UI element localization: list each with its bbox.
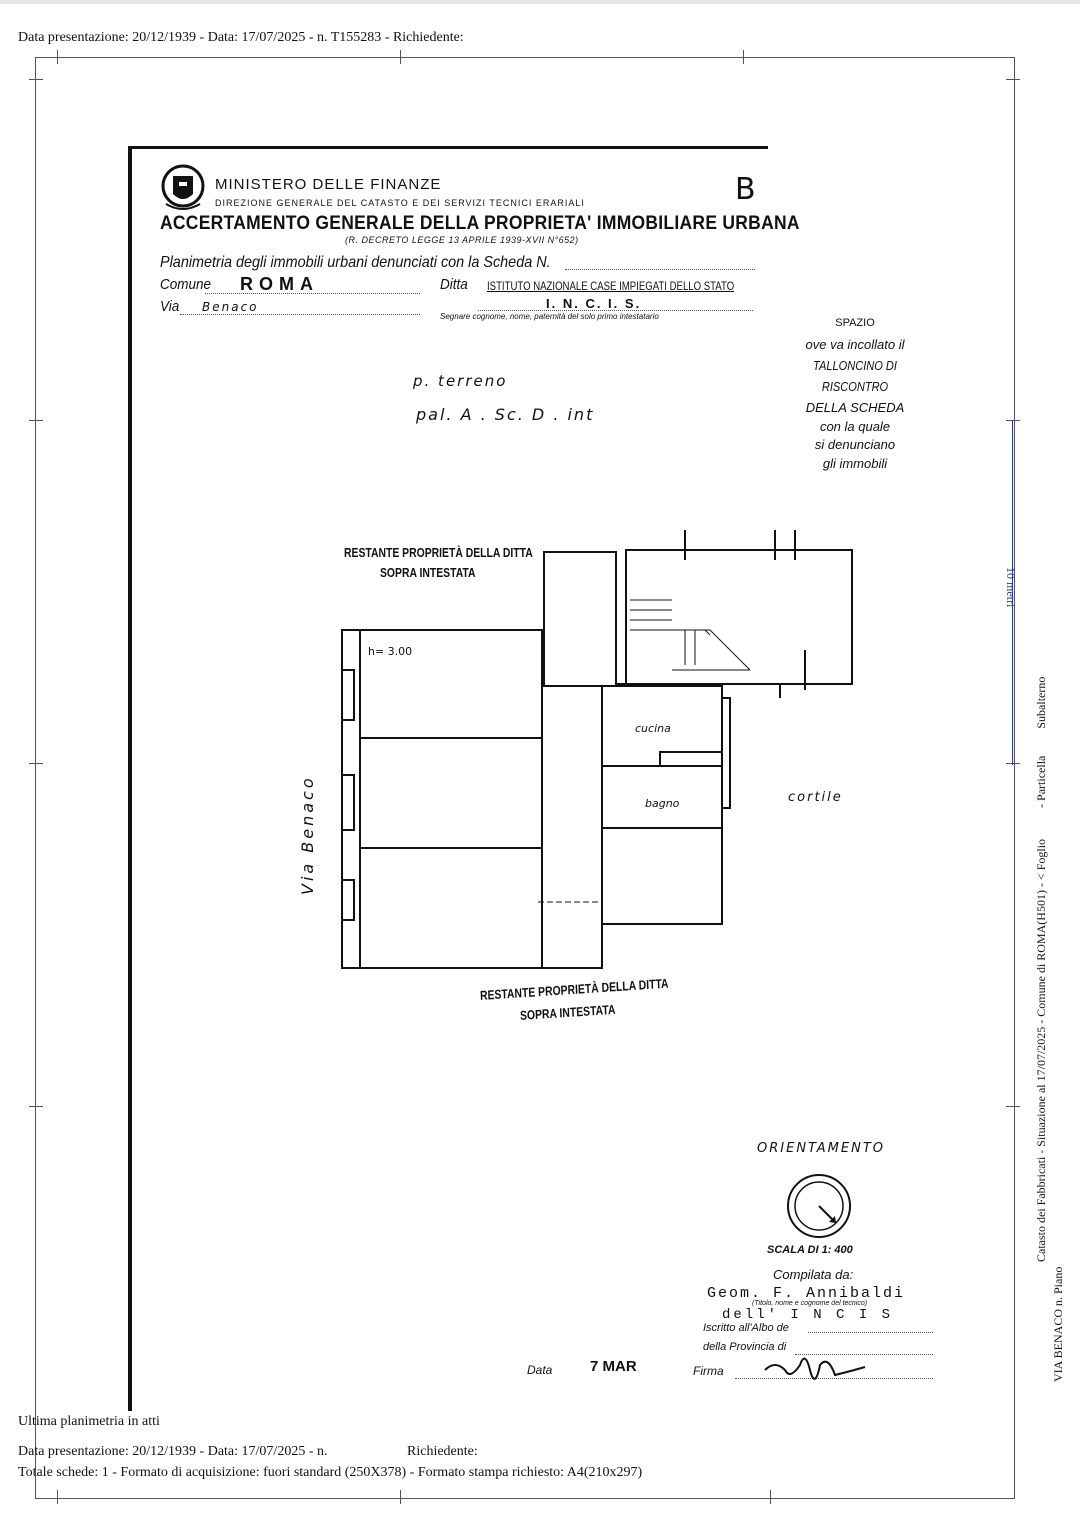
decree-text: (R. DECRETO LEGGE 13 APRILE 1939-XVII N°652) <box>345 235 579 245</box>
frame-tick <box>29 79 43 80</box>
scale-bar-label: 10 metri <box>1004 567 1018 608</box>
stamp-line: SPAZIO <box>835 317 875 329</box>
plan-top-label-1: RESTANTE PROPRIETÀ DELLA DITTA <box>344 545 533 560</box>
frame-tick <box>1006 79 1020 80</box>
comune-value: ROMA <box>240 274 319 294</box>
frame-tick <box>743 50 744 64</box>
stamp-line: con la quale <box>819 419 891 434</box>
frame-tick <box>29 420 43 421</box>
document-top-rule <box>128 146 768 149</box>
frame-tick <box>57 50 58 64</box>
top-bar <box>0 0 1080 4</box>
scale-label: SCALA DI 1: 400 <box>767 1244 853 1256</box>
ditta-value-2: I. N. C. I. S. <box>546 296 642 311</box>
frame-tick <box>57 1490 58 1504</box>
plan-top-label-2: SOPRA INTESTATA <box>380 565 476 580</box>
cadastre-vertical-text <box>1034 677 1049 1262</box>
stamp-line: si denunciano <box>814 437 896 452</box>
footer-line-1b: Richiedente: <box>407 1444 478 1459</box>
room-cucina: cucina <box>635 722 671 735</box>
albo-line <box>808 1331 933 1333</box>
main-title: ACCERTAMENTO GENERALE DELLA PROPRIETA' IMMOBILIARE URBANA <box>160 213 800 234</box>
surveyor-name: Geom. F. Annibaldi <box>707 1285 906 1302</box>
compass-icon <box>785 1172 853 1240</box>
ditta-note: Segnare cognome, nome, paternità del solo primo intestatario <box>440 312 659 321</box>
via-label: Via <box>160 298 180 315</box>
plan-bottom-label-2: SOPRA INTESTATA <box>519 1001 616 1023</box>
frame-tick <box>1006 1106 1020 1107</box>
letter-mark: B <box>735 172 756 207</box>
plan-bottom-label-1: RESTANTE PROPRIETÀ DELLA DITTA <box>479 975 669 1003</box>
frame-tick <box>29 763 43 764</box>
comune-line <box>205 292 420 294</box>
stamp-line: TALLONCINO DI RISCONTRO <box>813 358 897 394</box>
ditta-label: Ditta <box>440 276 468 293</box>
building-note: pal. A . Sc. D . int <box>416 405 595 424</box>
footer-line-1a: Data presentazione: 20/12/1939 - Data: 17/07/2025 - n. <box>18 1444 328 1459</box>
ministry-title: MINISTERO DELLE FINANZE <box>215 176 442 193</box>
room-height: h= 3.00 <box>368 645 413 658</box>
floor-note: p. terreno <box>413 372 508 390</box>
surveyor-org: dell' I N C I S <box>722 1307 894 1323</box>
stamp-line: gli immobili <box>822 456 888 471</box>
footer-line-2: Totale schede: 1 - Formato di acquisizione: fuori standard (250X378) - Formato stampa richiesto: A4(210x297) <box>18 1465 643 1480</box>
handwritten-signature <box>760 1350 880 1390</box>
cadastre-vertical-part: Subalterno <box>1034 676 1048 729</box>
frame-tick <box>1006 763 1020 764</box>
stamp-line: DELLA SCHEDA <box>805 400 905 415</box>
cadastre-vertical-part: - Particella <box>1034 755 1048 808</box>
room-bagno: bagno <box>645 797 680 810</box>
frame-tick <box>29 1106 43 1107</box>
tech-note: (Titolo, nome e cognome del tecnico) <box>752 1300 868 1307</box>
document-left-rule <box>128 149 132 1411</box>
floor-plan-drawing <box>330 520 860 980</box>
address-vertical-text: VIA BENACO n. Piano <box>1051 1266 1065 1382</box>
via-line <box>180 313 420 315</box>
footer-last-plan: Ultima planimetria in atti <box>18 1414 160 1429</box>
cadastre-vertical-part: Catasto dei Fabbricati - Situazione al 17/07/2025 - Comune di ROMA(H501) - < Foglio <box>1034 838 1048 1262</box>
signature-label: Firma <box>693 1364 724 1378</box>
stamp-line: ove va incollato il <box>805 337 905 352</box>
frame-tick <box>400 1490 401 1504</box>
via-value: Benaco <box>202 300 259 314</box>
coat-of-arms-emblem <box>160 160 206 212</box>
compiled-by: Compilata da: <box>773 1267 854 1282</box>
provincia-label: della Provincia di <box>703 1341 787 1353</box>
ditta-line <box>478 309 753 311</box>
frame-tick <box>1006 420 1020 421</box>
scheda-number-line <box>565 268 755 270</box>
comune-label: Comune <box>160 276 212 293</box>
orientation-title: ORIENTAMENTO <box>757 1141 886 1156</box>
date-value: 7 MAR <box>590 1358 637 1375</box>
street-label: Via Benaco <box>298 775 317 895</box>
courtyard-label: cortile <box>788 790 843 805</box>
header-line: Data presentazione: 20/12/1939 - Data: 17/07/2025 - n. T155283 - Richiedente: <box>18 30 464 45</box>
plan-line: Planimetria degli immobili urbani denunciati con la Scheda N. <box>160 254 551 271</box>
ditta-value: ISTITUTO NAZIONALE CASE IMPIEGATI DELLO STATO <box>487 279 735 293</box>
direction-title: DIREZIONE GENERALE DEL CATASTO E DEI SERVIZI TECNICI ERARIALI <box>215 198 585 208</box>
frame-tick <box>400 50 401 64</box>
date-label: Data <box>527 1363 553 1377</box>
frame-tick <box>770 1490 771 1504</box>
albo-label: Iscritto all'Albo de <box>703 1322 789 1334</box>
stamp-space-text <box>780 313 930 473</box>
